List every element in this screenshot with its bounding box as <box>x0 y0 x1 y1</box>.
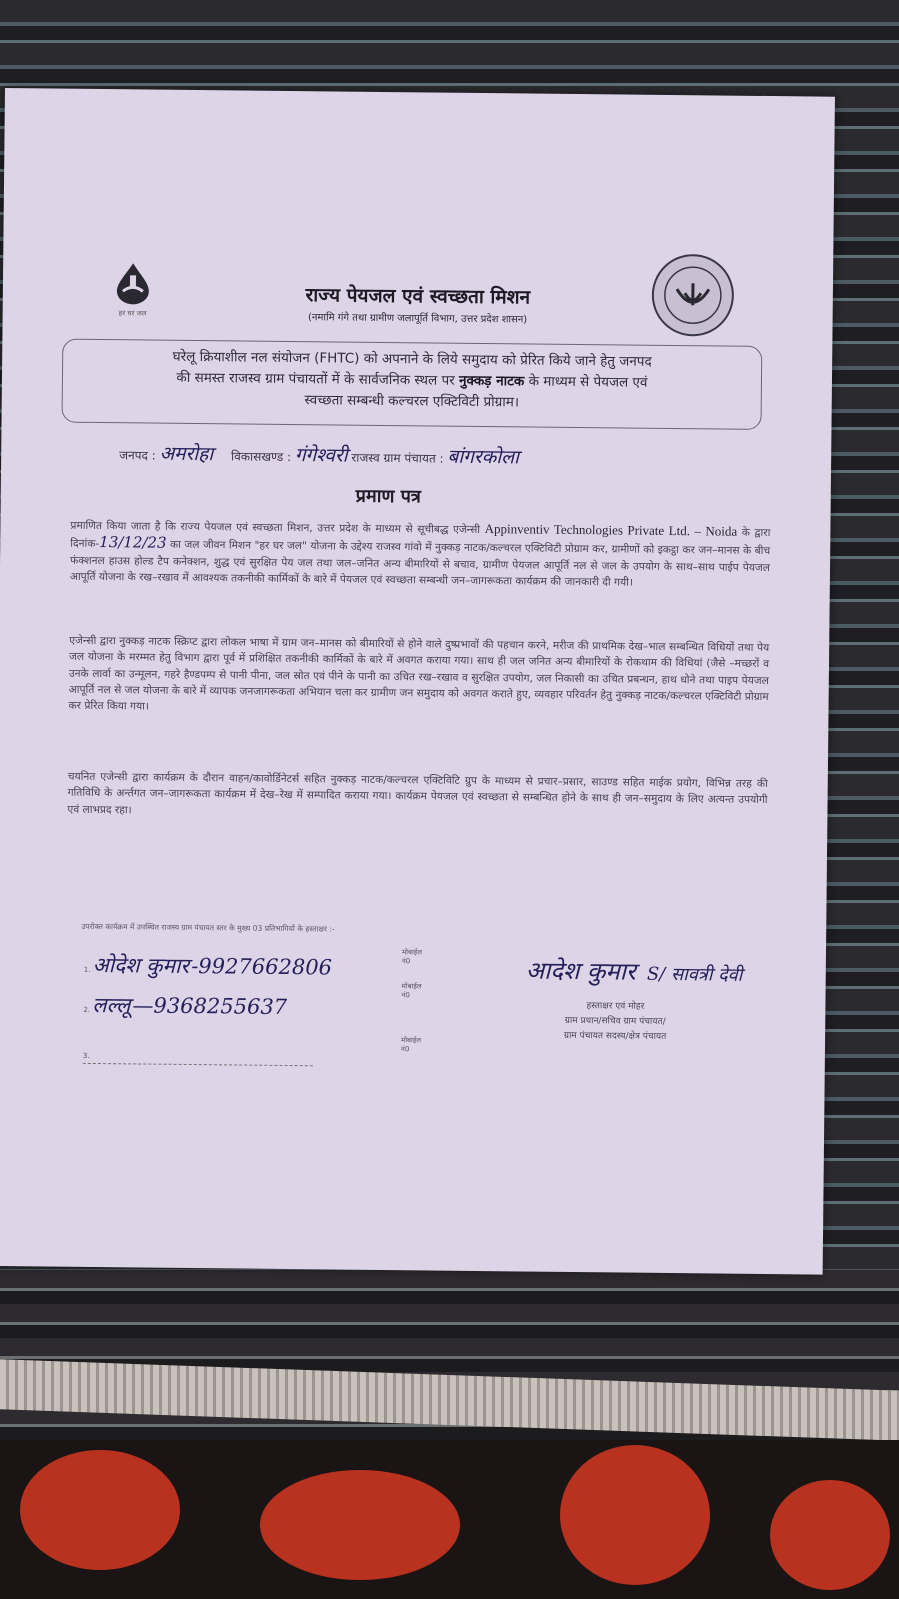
company-name: Appinventiv Technologies Private Ltd. – Noida <box>484 521 738 539</box>
signatory-role <box>515 998 715 1045</box>
participant-phone: -9927662806 <box>191 953 333 980</box>
flower-shape <box>20 1450 180 1570</box>
janpad-label: जनपद : <box>119 448 156 463</box>
flower-shape <box>770 1480 890 1590</box>
mobile-label: मोबाईल नं0 <box>401 948 423 966</box>
program-line-2-pre: की समस्त राजस्व ग्राम पंचायतों में के सार्वजनिक स्थल पर <box>176 369 460 389</box>
jal-jeevan-mission-logo <box>98 261 169 319</box>
signatory-extra: S/ सावत्री देवी <box>646 963 743 986</box>
participant-number: 1. <box>83 965 91 974</box>
participants-label: उपरोक्त कार्यक्रम में उपस्थित राजस्व ग्राम पंचायत स्तर के मुख्य 03 प्रतिभागियों के हस्ताक्षर :- <box>81 921 335 934</box>
program-line-1: घरेलू क्रियाशील नल संयोजन (FHTC) को अपनाने के लिये समुदाय को प्रेरित किये जाने हेतु जनपद <box>172 348 652 370</box>
role-line-2: ग्राम प्रधान/सचिव ग्राम पंचायत/ <box>564 1015 666 1027</box>
up-govt-seal-icon <box>650 253 735 338</box>
signatory-name: आदेश कुमार <box>525 956 636 986</box>
mobile-label: मोबाईल नं0 <box>400 1036 422 1054</box>
flower-shape <box>560 1445 710 1585</box>
panchayat-value: बांगरकोला <box>447 445 520 469</box>
certificate-heading: प्रमाण पत्र <box>355 485 421 508</box>
paragraph-1 <box>70 517 771 593</box>
participant-row <box>82 1036 422 1066</box>
mobile-label: मोबाईल नं0 <box>401 982 422 1000</box>
paragraph-2: एजेन्सी द्वारा नुक्कड़ नाटक स्क्रिप्ट द्वारा लोकल भाषा में ग्राम जन–मानस को बीमारियों से होने वाले दुष्प्रभावों की पहचान करने, मरीज की प्राथमिक देख–भाल सम्बन्धित विधियों तथा पेय जल योजना के मरम्मत हेतु विभाग द्वारा पूर्व में प्रशिक्षित तकनीकी कार्मिकों के बारे में अवगत कराया गया। साथ ही जल जनित अन्य बीमारियों के रोकथाम की विधियां (जैसे –मच्छरों व उनके लार्वा का उन्मूलन, गहरे हैण्डपम्प से पानी पीना, जल स्रोत एवं पीने के पानी का उचित रख–रखाव व सुरक्षित उपयोग, जल निकासी का उचित प्रबन्धन, हाथ धोने तथा पाइप पेयजल आपूर्ति नल से जल योजना के बारे में व्यापक जनजागरूकता अभियान चला कर ग्रामीण जन समुदाय को अवगत कराते हुए, व्यवहार परिवर्तन हेतु नुक्कड़ नाटक/कल्चरल एक्टिविटी प्रोग्राम कर प्रेरित किया गया। <box>68 634 770 713</box>
role-line-1: हस्ताक्षर एवं मोहर <box>586 1001 645 1012</box>
panchayat-label: राजस्व ग्राम पंचायत : <box>351 450 444 466</box>
water-drop-icon <box>113 261 153 305</box>
block-value: गंगेश्वरी <box>294 444 348 467</box>
program-description-box <box>61 339 762 430</box>
participant-phone: —9368255637 <box>132 993 288 1020</box>
participant-row <box>83 982 423 1023</box>
signatory-signature <box>526 954 826 990</box>
role-line-3: ग्राम पंचायत सदस्य/क्षेत्र पंचायत <box>563 1030 667 1042</box>
paragraph-3: चयनित एजेन्सी द्वारा कार्यक्रम के दौरान वाहन/कावोर्डिनेटर्स सहित नुक्कड़ नाटक/कल्चरल एक्टिविटि ग्रुप के माध्यम से प्रचार–प्रसार, साउण्ड सहित माईक प्रयोग, विभिन्न तरह की गतिविधि के अर्न्तगत जन–जागरूकता कार्यक्रम में देख–रेख में सम्पादित कराया गया। कार्यक्रम पेयजल एवं स्वच्छता से सम्बन्धित होने के साथ ही जन–समुदाय के लिए अत्यन्त उपयोगी एवं लाभप्रद रहा। <box>67 770 768 816</box>
p1-text-a: प्रमाणित किया जाता है कि राज्य पेयजल एवं स्वच्छता मिशन, उत्तर प्रदेश के माध्यम से सूचीबद्ध एजेन्सी <box>70 519 481 536</box>
janpad-value: अमरोहा <box>159 442 214 466</box>
background-cloth-floral <box>0 1440 899 1599</box>
certificate-document <box>0 88 835 1275</box>
participant-number: 3. <box>82 1051 90 1060</box>
participant-name: ओदेश कुमार <box>92 952 190 978</box>
p1-text-b: के द्वारा दिनांक- <box>70 526 771 551</box>
location-row <box>119 439 819 472</box>
participant-name: लल्लू <box>92 992 131 1018</box>
page-subtitle: (नमामि गंगे तथा ग्रामीण जलापूर्ति विभाग, उत्तर प्रदेश शासन) <box>307 312 528 326</box>
block-label: विकासखण्ड : <box>230 449 292 465</box>
participant-number: 2. <box>83 1005 91 1014</box>
participant-row <box>83 948 424 983</box>
page-title: राज्य पेयजल एवं स्वच्छता मिशन <box>305 284 531 309</box>
program-line-2-post: के माध्यम से पेयजल एवं <box>524 373 648 391</box>
program-date: 13/12/23 <box>99 533 167 553</box>
flower-shape <box>260 1470 460 1580</box>
program-line-3: स्वच्छता सम्बन्धी कल्चरल एक्टिविटी प्रोग्राम। <box>304 392 520 411</box>
logo-caption: हर घर जल <box>118 309 147 318</box>
program-line-2-bold: नुक्कड़ नाटक <box>458 372 525 390</box>
p1-text-c: का जल जीवन मिशन "हर घर जल" योजना के उद्देश्य राजस्व गांवो में नुक्कड़ नाटक/कल्चरल एक्टिविटी प्रोग्राम कर, ग्रामीणों को इकट्ठा कर जन–मानस के बीच फंक्शनल हाउस होल्ड टैप कनेक्शन, शुद्ध एवं सुरक्षित पेय जल तथा जल–जनित अन्य बीमारियों से बचाव, ग्रामीण पेयजल आपूर्ति नल से जल के उपयोग के साथ–साथ पाईप पेयजल आपूर्ति योजना के रख–रखाव में आवश्यक तकनीकी कार्मिकों के बारे में पेयजल एवं स्वच्छता सम्बन्धी जन–जागरूकता कार्यक्रम की जानकारी दी गयी। <box>69 539 771 589</box>
